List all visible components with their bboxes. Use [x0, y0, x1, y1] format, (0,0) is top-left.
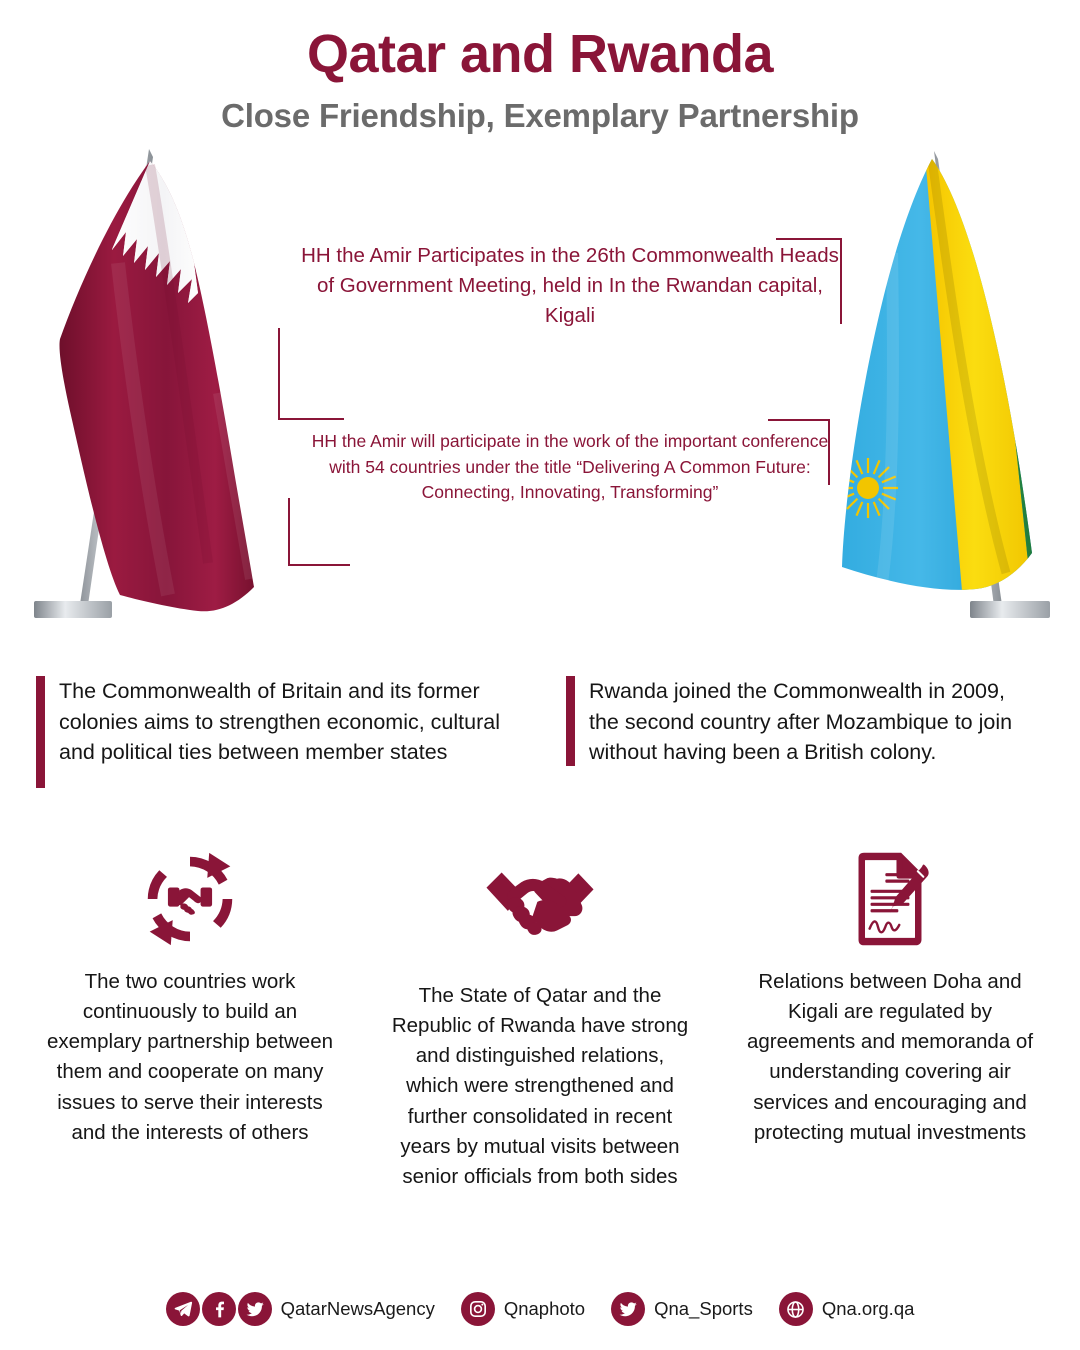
callout-amir-participates — [300, 241, 840, 332]
telegram-icon[interactable] — [166, 1292, 200, 1326]
feature-columns — [0, 845, 1080, 1192]
rwanda-flag — [820, 143, 1070, 643]
column-agreements-text: Relations between Doha and Kigali are regulated by agreements and memoranda of understanding covering air services and encouraging and protecting mutual investments — [746, 970, 1034, 1144]
page-title: Qatar and Rwanda — [306, 24, 774, 84]
statements-row — [0, 676, 1080, 788]
statement-commonwealth — [36, 676, 506, 788]
page-subtitle: Close Friendship, Exemplary Partnership — [221, 96, 859, 134]
statement-rwanda-joined — [566, 676, 1036, 788]
statement-rwanda-joined-text: Rwanda joined the Commonwealth in 2009, the second country after Mozambique to join without having been a British colony. — [589, 679, 1013, 765]
globe-icon[interactable] — [779, 1292, 813, 1326]
callout-amir-conference — [300, 429, 840, 507]
column-relations-text: The State of Qatar and the Republic of Rwanda have strong and distinguished relations, which were strengthened and further consolidated in recent years by mutual visits between senior officials from both sides — [391, 984, 689, 1188]
flags-and-callouts-section — [0, 143, 1080, 643]
footer-website — [779, 1292, 915, 1326]
callout-1-bracket-left — [278, 328, 344, 420]
callout-2-bracket-left — [288, 498, 350, 566]
social-footer — [0, 1292, 1080, 1326]
facebook-icon[interactable] — [202, 1292, 236, 1326]
column-relations — [390, 845, 690, 1192]
handshake-icon — [482, 845, 598, 957]
footer-handle[interactable]: Qna_Sports — [654, 1298, 753, 1319]
footer-handle[interactable]: Qnaphoto — [503, 1298, 586, 1319]
footer-handle[interactable]: Qna.org.qa — [821, 1298, 915, 1319]
qatar-flag — [22, 143, 292, 643]
twitter-icon[interactable] — [611, 1292, 645, 1326]
column-cooperation-text: The two countries work continuously to build an exemplary partnership between them and cooperate on many issues to serve their interests and the interests of others — [46, 970, 334, 1144]
statement-commonwealth-text: The Commonwealth of Britain and its former colonies aims to strengthen economic, cultural and political ties between member states — [59, 679, 500, 765]
footer-qatarnewsagency — [166, 1292, 435, 1326]
callout-2-text: HH the Amir will participate in the work of the important conference with 54 countries under the title “Delivering A Common Future: Connecting, Innovating, Transforming” — [311, 430, 829, 503]
accent-bar — [566, 676, 575, 766]
callout-1-text: HH the Amir Participates in the 26th Commonwealth Heads of Government Meeting, held in In the Rwandan capital, Kigali — [301, 243, 839, 328]
instagram-icon[interactable] — [461, 1292, 495, 1326]
accent-bar — [36, 676, 45, 788]
column-agreements — [740, 845, 1040, 1192]
header — [0, 0, 1080, 135]
footer-handle[interactable]: QatarNewsAgency — [280, 1298, 435, 1319]
twitter-icon[interactable] — [238, 1292, 272, 1326]
signed-document-icon — [843, 845, 937, 953]
cycle-handshake-icon — [142, 845, 238, 953]
footer-qnasports — [611, 1292, 753, 1326]
footer-qnaphoto — [461, 1292, 585, 1326]
column-cooperation — [40, 845, 340, 1192]
